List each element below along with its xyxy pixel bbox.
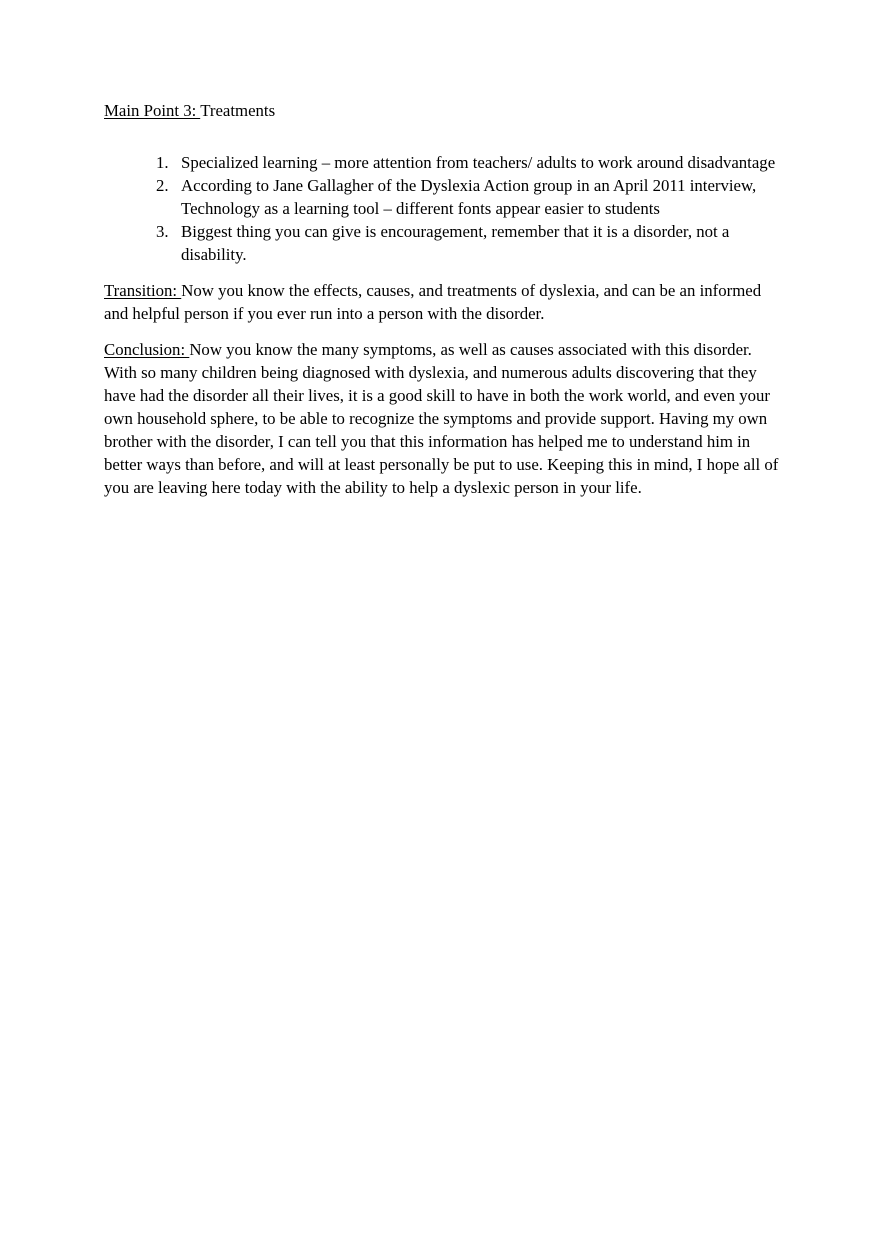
list-item-text: Biggest thing you can give is encouragement, remember that it is a disorder, not a disability. bbox=[181, 222, 730, 264]
main-point-label: Main Point 3: bbox=[104, 101, 201, 120]
list-item bbox=[104, 220, 784, 266]
conclusion-label: Conclusion: bbox=[104, 340, 190, 359]
conclusion-paragraph bbox=[104, 338, 784, 499]
document-body bbox=[104, 99, 784, 499]
transition-paragraph bbox=[104, 279, 784, 325]
transition-label: Transition: bbox=[104, 281, 182, 300]
treatments-list bbox=[104, 151, 784, 266]
main-point-heading bbox=[104, 99, 784, 122]
list-item-number: 1. bbox=[156, 153, 169, 172]
conclusion-text: Now you know the many symptoms, as well as causes associated with this disorder. With so many children being diagnosed with dyslexia, and numerous adults discovering that they have had the disorder all their lives, it is a good skill to have in both the work world, and even your own household sphere, to be able to recognize the symptoms and provide support. Having my own brother with the disorder, I can tell you that this information has helped me to understand him in better ways than before, and will at least personally be put to use. Keeping this in mind, I hope all of you are leaving here today with the ability to help a dyslexic person in your life. bbox=[104, 340, 779, 497]
list-item-number: 2. bbox=[156, 176, 169, 195]
list-item-text: Specialized learning – more attention from teachers/ adults to work around disadvantage bbox=[181, 153, 776, 172]
main-point-title: Treatments bbox=[200, 101, 276, 120]
list-item bbox=[104, 174, 784, 220]
list-item bbox=[104, 151, 784, 174]
list-item-number: 3. bbox=[156, 222, 169, 241]
list-item-text: According to Jane Gallagher of the Dyslexia Action group in an April 2011 interview, Technology as a learning tool – different fonts appear easier to students bbox=[181, 176, 757, 218]
transition-text: Now you know the effects, causes, and treatments of dyslexia, and can be an informed and helpful person if you ever run into a person with the disorder. bbox=[104, 281, 762, 323]
